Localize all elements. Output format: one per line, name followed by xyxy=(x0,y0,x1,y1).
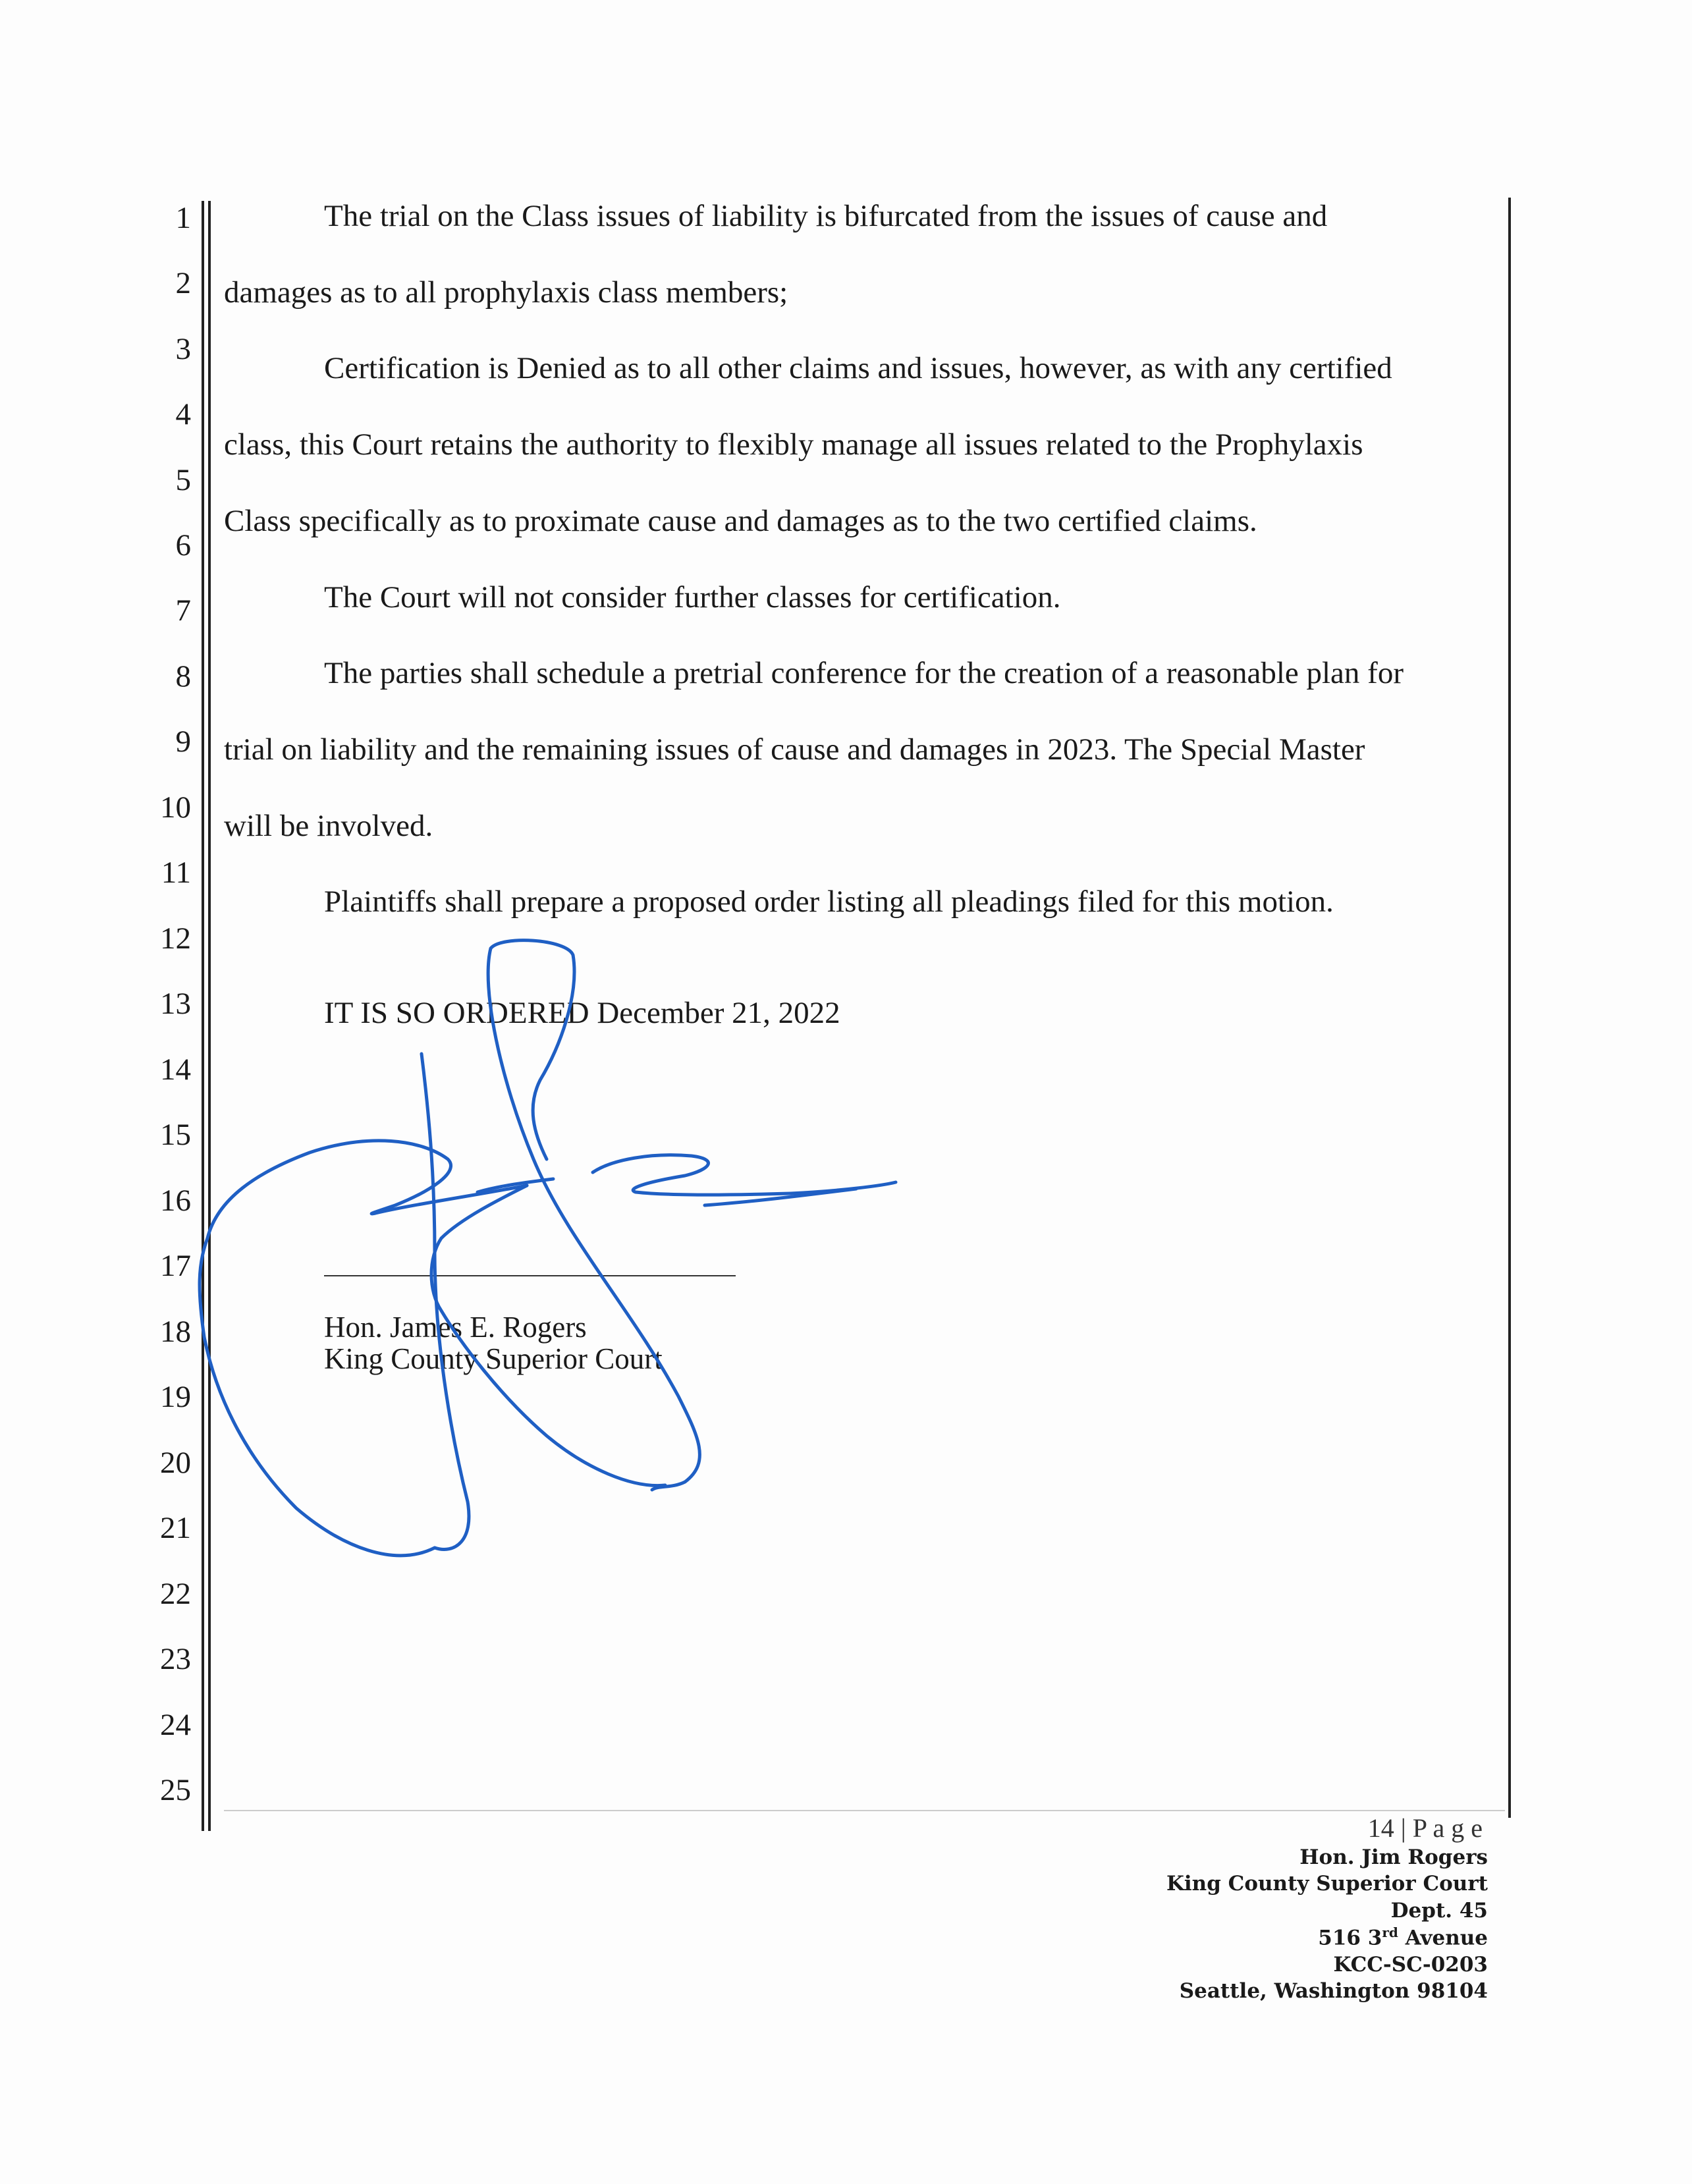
line-number: 16 xyxy=(160,1184,191,1218)
line-number: 9 xyxy=(175,724,191,759)
line-number: 24 xyxy=(160,1708,191,1742)
line-number: 8 xyxy=(175,659,191,694)
line-number: 4 xyxy=(175,397,191,431)
paragraph-line: The parties shall schedule a pretrial conference for the creation of a reasonable plan for xyxy=(324,656,1404,690)
footer-address-street: Avenue xyxy=(1398,1926,1488,1950)
signature-line xyxy=(324,1275,736,1276)
paragraph-line: trial on liability and the remaining issues of cause and damages in 2023. The Special Master xyxy=(224,732,1365,767)
line-number: 19 xyxy=(160,1380,191,1414)
paragraph-line: class, this Court retains the authority to flexibly manage all issues related to the Prophylaxis xyxy=(224,427,1363,462)
footer-city: Seattle, Washington 98104 xyxy=(1179,1979,1488,2003)
paragraph-line: Class specifically as to proximate cause and damages as to the two certified claims. xyxy=(224,504,1257,538)
line-number: 13 xyxy=(160,987,191,1021)
line-number: 3 xyxy=(175,332,191,366)
footer-room: KCC-SC-0203 xyxy=(1333,1952,1488,1977)
judge-court: King County Superior Court xyxy=(324,1342,663,1375)
paragraph-line: damages as to all prophylaxis class members; xyxy=(224,275,788,310)
footer-address xyxy=(1166,1924,1488,1952)
page-number: 14 | P a g e xyxy=(1367,1813,1483,1843)
left-margin-rule-inner xyxy=(208,201,211,1831)
paragraph-line: Plaintiffs shall prepare a proposed order listing all pleadings filed for this motion. xyxy=(324,885,1334,919)
paragraph-line: The trial on the Class issues of liability is bifurcated from the issues of cause and xyxy=(324,199,1328,233)
footer-address-block xyxy=(1166,1844,1488,2004)
line-number: 6 xyxy=(175,528,191,562)
footer-court: King County Superior Court xyxy=(1166,1872,1488,1896)
paragraph-line: The Court will not consider further classes for certification. xyxy=(324,580,1061,614)
line-number: 21 xyxy=(160,1511,191,1545)
footer-judge: Hon. Jim Rogers xyxy=(1299,1845,1488,1869)
line-number: 5 xyxy=(175,463,191,497)
judge-name: Hon. James E. Rogers xyxy=(324,1311,587,1344)
line-number: 15 xyxy=(160,1118,191,1152)
line-number: 17 xyxy=(160,1249,191,1283)
left-margin-rule-outer xyxy=(202,201,204,1831)
line-number: 7 xyxy=(175,593,191,628)
footer-address-sup: rd xyxy=(1382,1924,1398,1940)
footer-dept: Dept. 45 xyxy=(1390,1898,1488,1923)
footer-rule xyxy=(224,1810,1505,1811)
line-number: 20 xyxy=(160,1446,191,1480)
footer-address-number: 516 3 xyxy=(1318,1926,1382,1950)
line-number: 1 xyxy=(175,201,191,235)
line-number: 14 xyxy=(160,1052,191,1087)
line-number: 25 xyxy=(160,1773,191,1807)
line-number: 23 xyxy=(160,1642,191,1676)
line-number: 18 xyxy=(160,1315,191,1349)
line-number: 10 xyxy=(160,790,191,825)
order-statement: IT IS SO ORDERED December 21, 2022 xyxy=(324,996,840,1030)
line-number: 11 xyxy=(161,856,191,890)
line-number: 2 xyxy=(175,266,191,300)
paragraph-line: will be involved. xyxy=(224,809,433,843)
line-number: 12 xyxy=(160,921,191,956)
paragraph-line: Certification is Denied as to all other claims and issues, however, as with any certified xyxy=(324,351,1392,385)
line-number: 22 xyxy=(160,1577,191,1611)
